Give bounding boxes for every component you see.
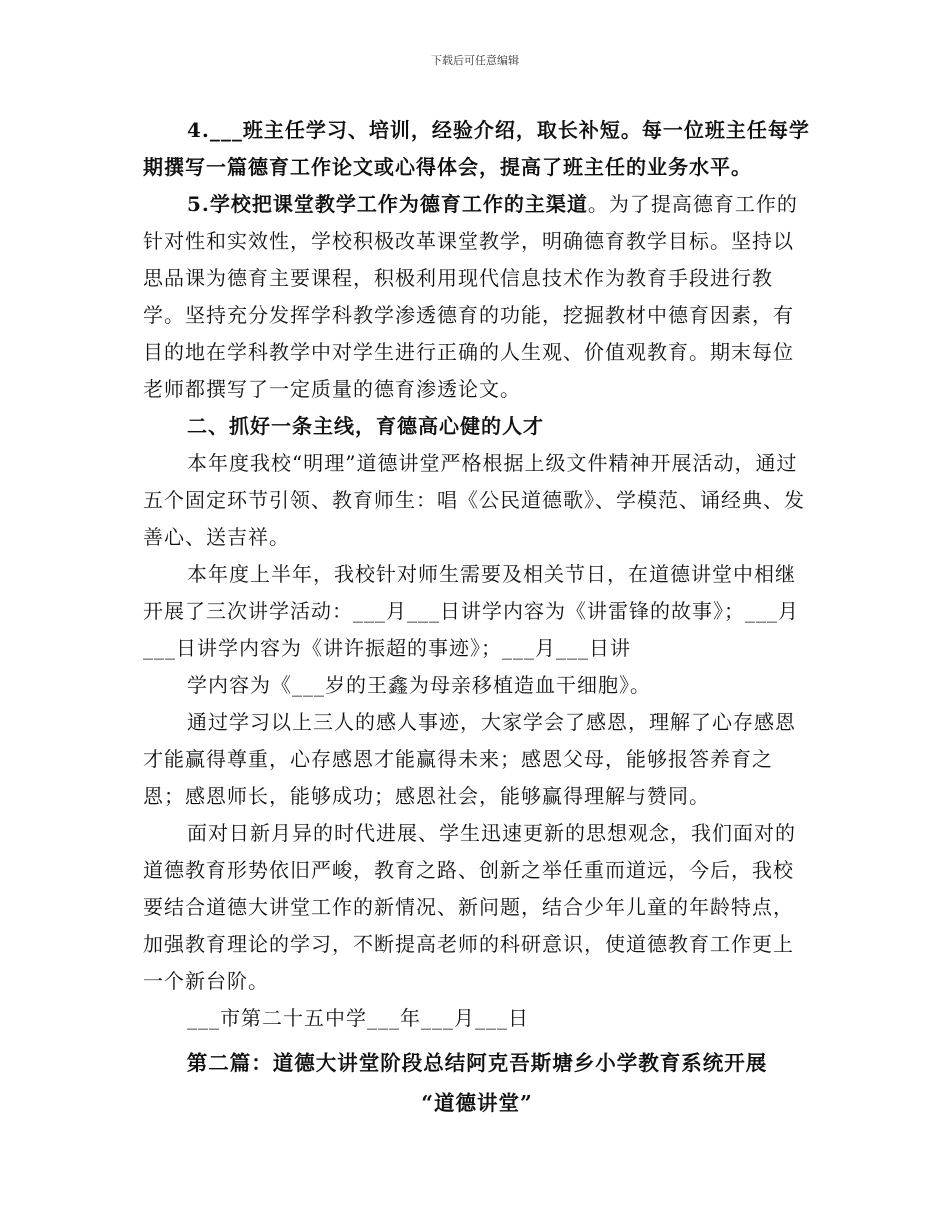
section-title-line-1: 第二篇：道德大讲堂阶段总结阿克吾斯塘乡小学教育系统开展 xyxy=(186,1051,768,1075)
paragraph-item-5-lead: 5.学校把课堂教学工作为德育工作的主渠道 xyxy=(187,192,588,216)
page-header: 下载后可任意编辑 xyxy=(431,54,519,67)
paragraph-item-5-body: 。为了提高德育工作的针对性和实效性，学校积极改革课堂教学，明确德育教学目标。坚持以思品课为德育主要课程，积极利用现代信息技术作为教育手段进行教学。坚持充分发挥学科教学渗透德育的功能，挖掘教材中德育因素，有目的地在学科教学中对学生进行正确的人生观、价值观教育。期末每位老师都撰写了一定质量的德育渗透论文。 xyxy=(143,192,798,401)
paragraph-lecture-content: 学内容为《___岁的王鑫为母亲移植造血干细胞》。 xyxy=(187,673,651,697)
paragraph-lecture-activities: 本年度上半年，我校针对师生需要及相关节日，在道德讲堂中相继开展了三次讲学活动：___月___日讲学内容为《讲雷锋的故事》；___月___日讲学内容为《讲许振超的事迹》；___月___日讲 xyxy=(143,562,799,660)
section-heading-two: 二、抓好一条主线，育德高心健的人才 xyxy=(187,414,544,438)
paragraph-item-5 xyxy=(143,186,811,408)
paragraph-moral-lecture-hall: 本年度我校“明理”道德讲堂严格根据上级文件精神开展活动，通过五个固定环节引领、教育师生：唱《公民道德歌》、学模范、诵经典、发善心、送吉祥。 xyxy=(143,451,805,549)
paragraph-outlook: 面对日新月异的时代进展、学生迅速更新的思想观念，我们面对的道德教育形势依旧严峻，教育之路、创新之举任重而道远，今后，我校要结合道德大讲堂工作的新情况、新问题，结合少年儿童的年龄特点，加强教育理论的学习，不断提高老师的科研意识，使道德教育工作更上一个新台阶。 xyxy=(143,821,796,993)
document-body xyxy=(143,112,811,1123)
signature-line: ___市第二十五中学___年___月___日 xyxy=(187,1006,529,1030)
section-title-line-2: “道德讲堂” xyxy=(421,1091,533,1115)
paragraph-gratitude: 通过学习以上三人的感人事迹，大家学会了感恩，理解了心存感恩才能赢得尊重，心存感恩才能赢得未来；感恩父母，能够报答养育之恩；感恩师长，能够成功；感恩社会，能够赢得理解与赞同。 xyxy=(143,710,796,808)
paragraph-item-4: 4.___班主任学习、培训，经验介绍，取长补短。每一位班主任每学期撰写一篇德育工作论文或心得体会，提高了班主任的业务水平。 xyxy=(143,118,810,179)
